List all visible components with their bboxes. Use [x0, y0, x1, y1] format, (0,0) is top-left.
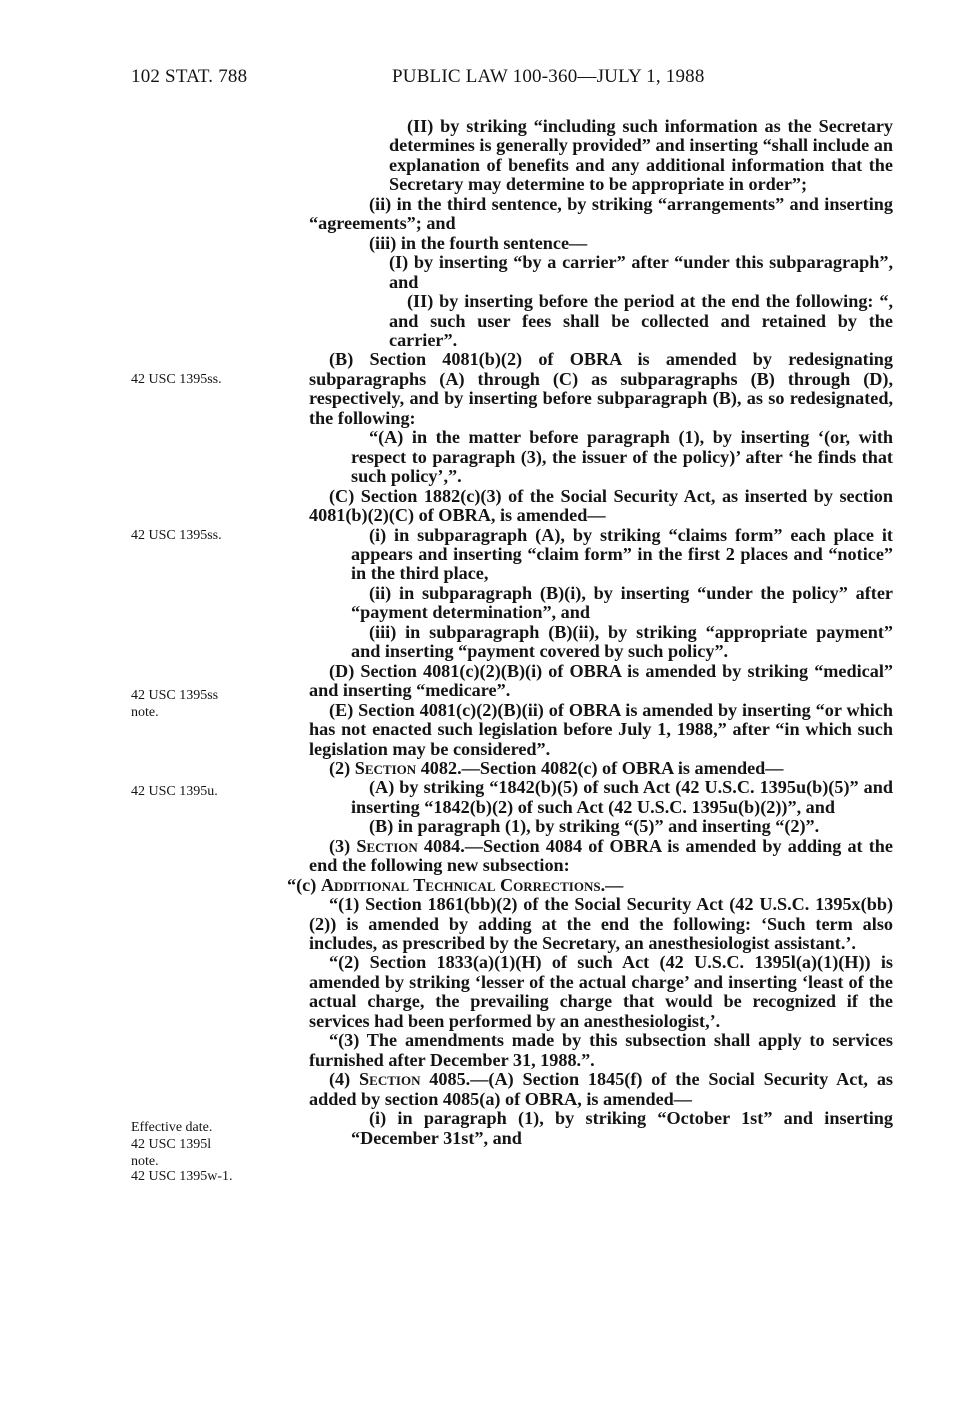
- quoted-paragraph-2: “(2) Section 1833(a)(1)(H) of such Act (42 U.S.C. 1395l(a)(1)(H)) is amended by striking ‘lesser of the actual charge’ and inserting ‘least of the actual charge, the prevailing charge that would be recognized if the services had been performed by an anesthesiologist,’.: [309, 952, 893, 1031]
- clause-ii-third-sentence: (ii) in the third sentence, by striking “arrangements” and inserting “agreements”; and: [309, 193, 893, 234]
- subparagraph-e-legislation: (E) Section 4081(c)(2)(B)(ii) of OBRA is amended by inserting “or which has not enacted such legislation before July 1, 1988,” after “in which such legislation may be considered”.: [309, 699, 893, 759]
- subparagraph-a-1842: (A) by striking “1842(b)(5) of such Act (42 U.S.C. 1395u(b)(5)” and inserting “1842(b)(2) of such Act (42 U.S.C. 1395u(b)(2))”, and: [351, 777, 893, 817]
- subparagraph-c-section-1882: (C) Section 1882(c)(3) of the Social Security Act, as inserted by section 4081(b)(2)(C) of OBRA, is amended—: [309, 485, 893, 526]
- paragraph-2-number: (2): [329, 757, 355, 778]
- quoted-subparagraph-a: “(A) in the matter before paragraph (1), by inserting ‘(or, with respect to paragraph (3), the issuer of the policy)’ after ‘he finds that such policy’,”.: [351, 427, 893, 487]
- paragraph-3-heading: Section 4084.: [356, 835, 465, 856]
- subsection-c-dash: —: [605, 874, 624, 895]
- page-number-header: 102 STAT. 788: [131, 66, 248, 87]
- quoted-paragraph-3: “(3) The amendments made by this subsection shall apply to services furnished after December 31, 1988.”.: [309, 1030, 893, 1070]
- paragraph-4-number: (4): [329, 1069, 360, 1090]
- quoted-paragraph-1: “(1) Section 1861(bb)(2) of the Social Security Act (42 U.S.C. 1395x(bb)(2)) is amended by adding at the end the following: ‘Such term also includes, as prescribed by the Secretary, an anesthesiologist assistant.’.: [309, 894, 893, 954]
- margin-note-usc-6: 42 USC 1395w-1.: [131, 1169, 233, 1184]
- margin-note-effective-date: Effective date.: [131, 1120, 213, 1135]
- paragraph-4-heading: Section 4085.: [359, 1069, 471, 1090]
- paragraph-2-section-4082: [309, 759, 893, 778]
- subclause-i-by-carrier: (I) by inserting “by a carrier” after “under this subparagraph”, and: [389, 252, 893, 292]
- paragraph-3-text: —Section 4084 of OBRA is amended by adding at the end the following new subsection:: [309, 835, 893, 876]
- subparagraph-b-paragraph-1: (B) in paragraph (1), by striking “(5)” and inserting “(2)”.: [369, 816, 820, 837]
- running-title-header: PUBLIC LAW 100-360—JULY 1, 1988: [392, 66, 705, 87]
- margin-note-usc-4: 42 USC 1395u.: [131, 784, 218, 799]
- margin-note-usc-2: 42 USC 1395ss.: [131, 528, 222, 543]
- subparagraph-b-section-4081: (B) Section 4081(b)(2) of OBRA is amended by redesignating subparagraphs (A) through (C) as subparagraphs (B) through (D), respectively, and by inserting before subparagraph (B), as so redesignated, the following:: [309, 349, 893, 428]
- subclause-ii-user-fees: (II) by inserting before the period at the end the following: “, and such user fees shall be collected and retained by the carrier”.: [389, 291, 893, 350]
- paragraph-3-section-4084: [309, 837, 893, 876]
- margin-note-usc-5-note: note.: [131, 1154, 159, 1169]
- subsection-c-number: “(c): [287, 874, 321, 895]
- paragraph-3-number: (3): [329, 835, 357, 856]
- margin-note-usc-3-note: note.: [131, 705, 159, 720]
- subparagraph-d-medicare: (D) Section 4081(c)(2)(B)(i) of OBRA is amended by striking “medical” and inserting “medicare”.: [309, 660, 893, 701]
- clause-iii-fourth-sentence: (iii) in the fourth sentence—: [369, 232, 588, 253]
- margin-note-usc-3: 42 USC 1395ss: [131, 688, 219, 703]
- subsection-c-title: Additional Technical Corrections.: [320, 874, 606, 895]
- paragraph-2-text: —Section 4082(c) of OBRA is amended—: [461, 757, 784, 778]
- statute-text: [287, 116, 893, 1148]
- subsection-c-heading: [287, 876, 893, 895]
- margin-note-usc-1: 42 USC 1395ss.: [131, 372, 222, 387]
- clause-i-claims-form: (i) in subparagraph (A), by striking “claims form” each place it appears and inserting “claim form” in the first 2 places and “notice” in the third place,: [351, 524, 893, 584]
- clause-ii-striking: (II) by striking “including such information as the Secretary determines is generally provided” and inserting “shall include an explanation of benefits and any additional information that the Secretary may determine to be appropriate in order”;: [389, 116, 893, 195]
- paragraph-4-section-4085: [309, 1070, 893, 1109]
- paragraph-4-text: —(A) Section 1845(f) of the Social Security Act, as added by section 4085(a) of OBRA, is amended—: [309, 1069, 893, 1109]
- margin-note-usc-5: 42 USC 1395l: [131, 1137, 212, 1152]
- clause-iii-appropriate-payment: (iii) in subparagraph (B)(ii), by striking “appropriate payment” and inserting “payment covered by such policy”.: [351, 621, 893, 662]
- paragraph-2-heading: Section 4082.: [354, 757, 462, 778]
- clause-i-october-1st: (i) in paragraph (1), by striking “October 1st” and inserting “December 31st”, and: [351, 1108, 893, 1148]
- clause-ii-under-policy: (ii) in subparagraph (B)(i), by inserting “under the policy” after “payment determination”, and: [351, 582, 893, 623]
